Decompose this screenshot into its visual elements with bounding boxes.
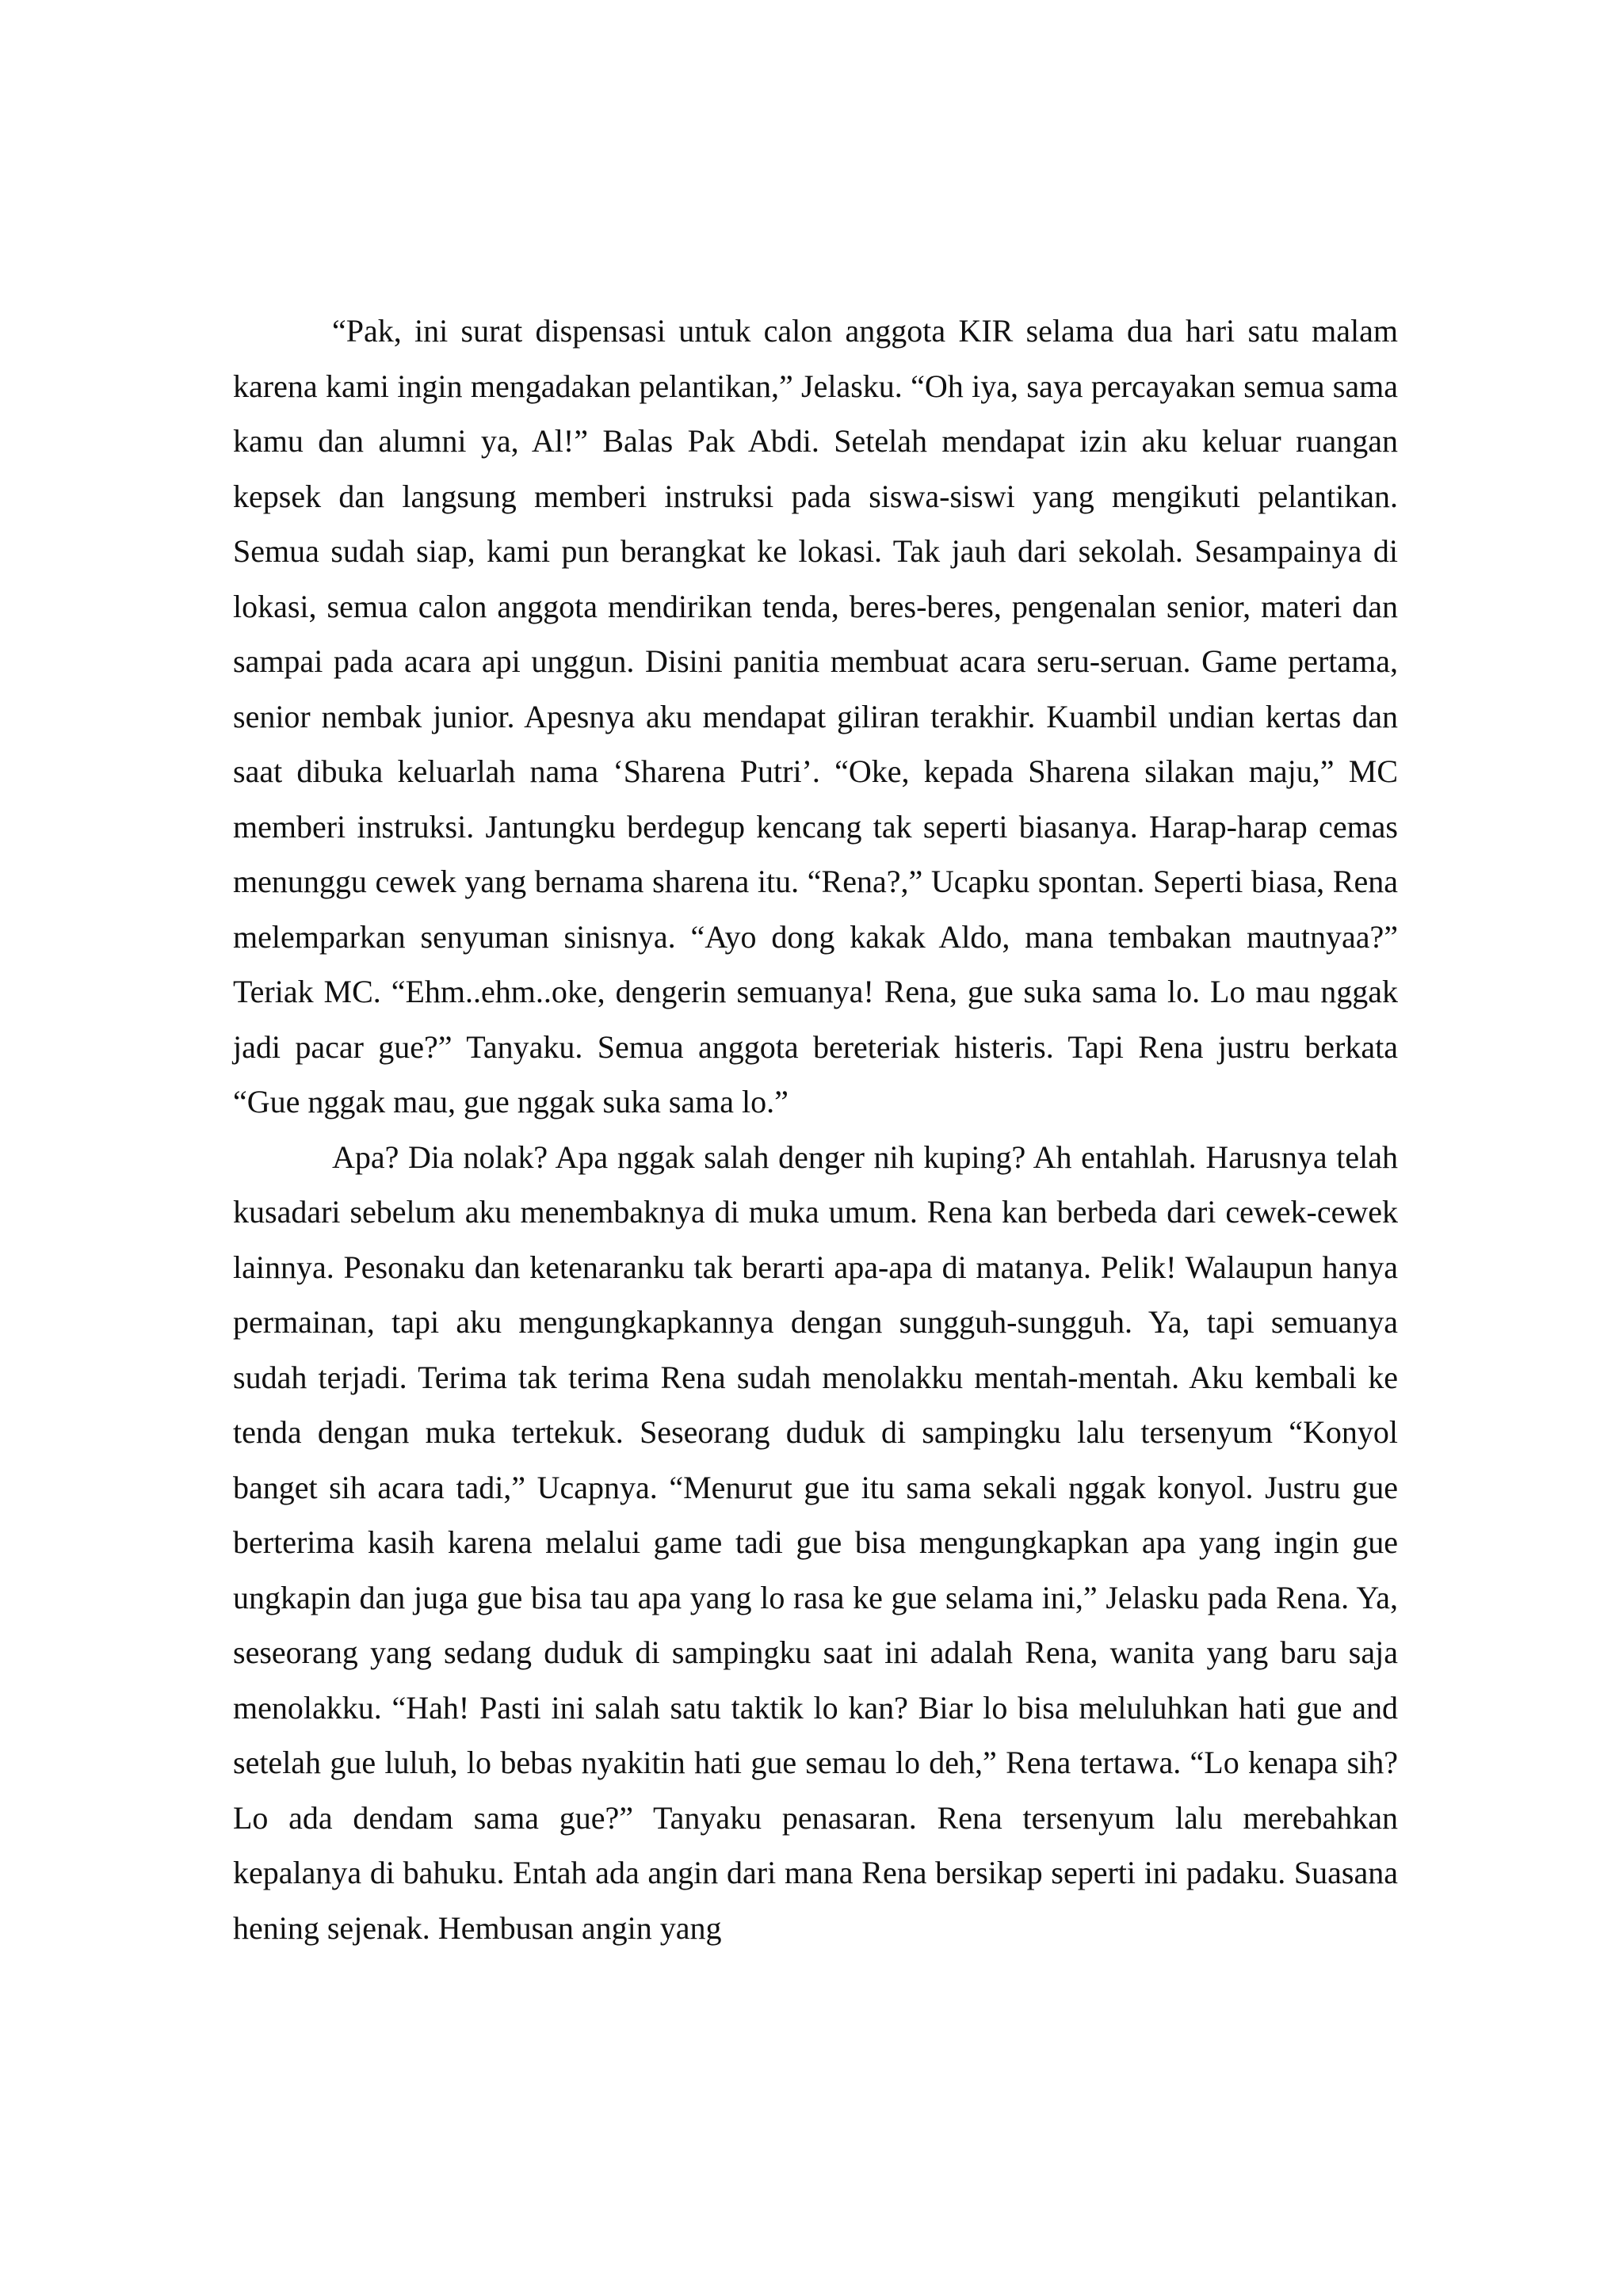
paragraph-2: Apa? Dia nolak? Apa nggak salah denger nih kuping? Ah entahlah. Harusnya telah kusadari sebelum aku menembaknya di muka umum. Rena kan berbeda dari cewek-cewek lainnya. Pesonaku dan ketenaranku tak berarti apa-apa di matanya. Pelik! Walaupun hanya permainan, tapi aku mengungkapkannya dengan sungguh-sungguh. Ya, tapi semuanya sudah terjadi. Terima tak terima Rena sudah menolakku mentah-mentah. Aku kembali ke tenda dengan muka tertekuk. Seseorang duduk di sampingku lalu tersenyum “Konyol banget sih acara tadi,” Ucapnya. “Menurut gue itu sama sekali nggak konyol. Justru gue berterima kasih karena melalui game tadi gue bisa mengungkapkan apa yang ingin gue ungkapin dan juga gue bisa tau apa yang lo rasa ke gue selama ini,” Jelasku pada Rena. Ya, seseorang yang sedang duduk di sampingku saat ini adalah Rena, wanita yang baru saja menolakku. “Hah! Pasti ini salah satu taktik lo kan? Biar lo bisa meluluhkan hati gue and setelah gue luluh, lo bebas nyakitin hati gue semau lo deh,” Rena tertawa. “Lo kenapa sih? Lo ada dendam sama gue?” Tanyaku penasaran. Rena tersenyum lalu merebahkan kepalanya di bahuku. Entah ada angin dari mana Rena bersikap seperti ini padaku. Suasana hening sejenak. Hembusan angin yang: [233, 1138, 1398, 1946]
body-text: [233, 303, 1398, 1955]
paragraph-1: “Pak, ini surat dispensasi untuk calon anggota KIR selama dua hari satu malam karena kami ingin mengadakan pelantikan,” Jelasku. “Oh iya, saya percayakan semua sama kamu dan alumni ya, Al!” Balas Pak Abdi. Setelah mendapat izin aku keluar ruangan kepsek dan langsung memberi instruksi pada siswa-siswi yang mengikuti pelantikan. Semua sudah siap, kami pun berangkat ke lokasi. Tak jauh dari sekolah. Sesampainya di lokasi, semua calon anggota mendirikan tenda, beres-beres, pengenalan senior, materi dan sampai pada acara api unggun. Disini panitia membuat acara seru-seruan. Game pertama, senior nembak junior. Apesnya aku mendapat giliran terakhir. Kuambil undian kertas dan saat dibuka keluarlah nama ‘Sharena Putri’. “Oke, kepada Sharena silakan maju,” MC memberi instruksi. Jantungku berdegup kencang tak seperti biasanya. Harap-harap cemas menunggu cewek yang bernama sharena itu. “Rena?,” Ucapku spontan. Seperti biasa, Rena melemparkan senyuman sinisnya. “Ayo dong kakak Aldo, mana tembakan mautnyaa?” Teriak MC. “Ehm..ehm..oke, dengerin semuanya! Rena, gue suka sama lo. Lo mau nggak jadi pacar gue?” Tanyaku. Semua anggota bereteriak histeris. Tapi Rena justru berkata “Gue nggak mau, gue nggak suka sama lo.”: [233, 313, 1398, 1119]
